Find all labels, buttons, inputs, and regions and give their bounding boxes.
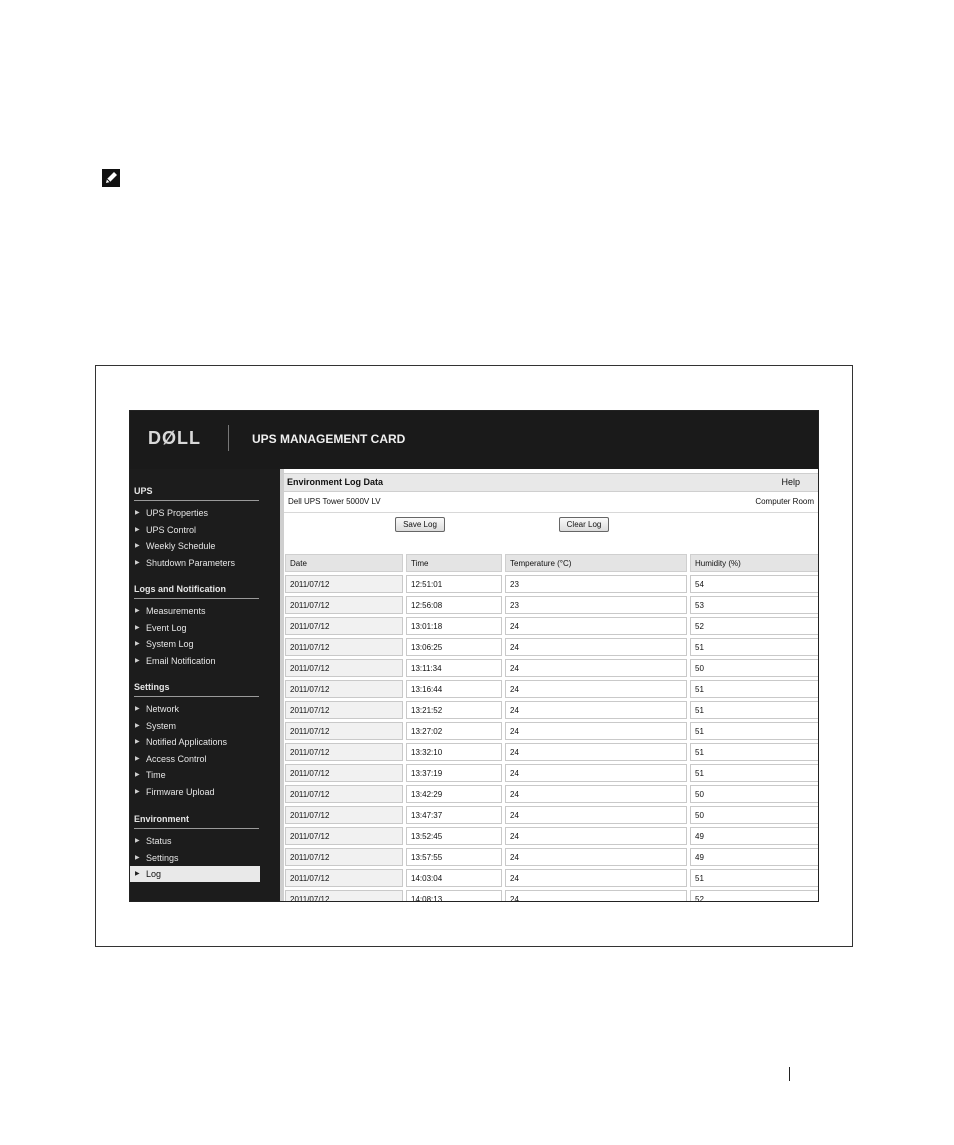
sidebar-item-logs-and-notification-event-log[interactable] [130,620,260,636]
table-row [285,784,819,805]
triangle-right-icon: ▶ [135,854,140,861]
table-cell: 2011/07/12 [285,869,403,887]
triangle-right-icon: ▶ [135,706,140,712]
table-cell: 51 [690,680,819,698]
table-row [285,721,819,742]
table-cell: 2011/07/12 [285,659,403,677]
sidebar-item-label: Settings [146,852,179,863]
header-banner [130,411,818,469]
table-cell: 13:27:02 [406,722,502,740]
triangle-right-icon: ▶ [135,624,140,631]
table-cell: 51 [690,701,819,719]
table-cell: 13:01:18 [406,617,502,635]
table-row [285,847,819,868]
table-cell: 23 [505,575,687,593]
table-cell: 2011/07/12 [285,701,403,719]
triangle-right-icon: ▶ [135,510,140,516]
table-cell: 24 [505,785,687,803]
triangle-right-icon: ▶ [135,543,140,550]
sidebar-item-label: System [146,720,177,731]
table-cell: 2011/07/12 [285,848,403,866]
column-header: Date [285,554,403,572]
sidebar-item-label: Log [146,869,162,880]
triangle-right-icon: ▶ [135,789,140,795]
sidebar-item-label: Email Notification [146,655,216,666]
triangle-right-icon: ▶ [135,559,140,566]
sidebar-item-label: Network [146,704,180,714]
table-cell: 50 [690,659,819,677]
table-cell: 52 [690,890,819,902]
table-cell: 24 [505,848,687,866]
table-row [285,868,819,889]
main-panel [280,469,818,901]
sidebar-heading-environment: Environment [134,814,190,824]
sidebar-item-settings-time[interactable] [130,767,260,783]
table-cell: 2011/07/12 [285,596,403,614]
table-cell: 13:52:45 [406,827,502,845]
save-log-button[interactable]: Save Log [395,517,445,532]
sidebar-heading-ups: UPS [134,486,153,496]
table-cell: 2011/07/12 [285,827,403,845]
sidebar-item-logs-and-notification-system-log[interactable] [130,636,260,652]
table-cell: 2011/07/12 [285,890,403,902]
table-cell: 13:57:55 [406,848,502,866]
triangle-right-icon: ▶ [135,722,140,729]
sidebar-item-settings-network[interactable] [130,701,260,717]
table-cell: 49 [690,848,819,866]
table-cell: 52 [690,617,819,635]
table-cell: 2011/07/12 [285,764,403,782]
sidebar-item-environment-status[interactable] [130,833,260,849]
device-info-row [284,492,818,513]
table-cell: 2011/07/12 [285,638,403,656]
triangle-right-icon: ▶ [135,641,140,648]
app-title: UPS MANAGEMENT CARD [252,432,406,446]
sidebar-item-label: UPS Properties [146,508,209,518]
table-cell: 13:47:37 [406,806,502,824]
table-cell: 12:51:01 [406,575,502,593]
table-cell: 50 [690,806,819,824]
table-row [285,616,819,637]
table-cell: 24 [505,743,687,761]
sidebar-item-label: Access Control [146,753,207,764]
triangle-right-icon: ▶ [135,838,140,844]
sidebar-item-logs-and-notification-email-notification[interactable] [130,653,260,669]
table-cell: 24 [505,680,687,698]
triangle-right-icon: ▶ [135,772,140,779]
pencil-note-icon [101,168,121,188]
table-cell: 2011/07/12 [285,575,403,593]
table-cell: 49 [690,827,819,845]
table-cell: 24 [505,764,687,782]
table-row [285,574,819,595]
sidebar-rule [134,598,259,599]
sidebar-nav [130,469,280,901]
sidebar-item-environment-settings[interactable] [130,850,260,866]
table-cell: 23 [505,596,687,614]
table-row [285,742,819,763]
table-row [285,595,819,616]
triangle-right-icon: ▶ [135,871,140,878]
table-cell: 24 [505,869,687,887]
sidebar-rule [134,696,259,697]
table-cell: 24 [505,890,687,902]
table-cell: 54 [690,575,819,593]
table-cell: 2011/07/12 [285,806,403,824]
table-header-row [285,553,819,574]
table-row [285,679,819,700]
table-cell: 51 [690,638,819,656]
sidebar-item-settings-notified-applications[interactable] [130,734,260,750]
table-cell: 13:42:29 [406,785,502,803]
sidebar-item-label: Time [146,770,166,781]
sidebar-rule [134,828,259,829]
sidebar-heading-logs-and-notification: Logs and Notification [134,584,226,594]
triangle-right-icon: ▶ [135,755,140,762]
sidebar-item-label: Firmware Upload [146,787,215,797]
table-cell: 50 [690,785,819,803]
table-cell: 24 [505,638,687,656]
dell-logo[interactable]: DØLL [148,428,201,448]
table-cell: 53 [690,596,819,614]
table-row [285,763,819,784]
table-row [285,889,819,902]
sidebar-item-ups-shutdown-parameters[interactable] [130,555,260,571]
triangle-right-icon: ▶ [135,739,140,746]
table-cell: 13:32:10 [406,743,502,761]
table-cell: 14:08:13 [406,890,502,902]
sidebar-item-environment-log[interactable] [130,866,260,882]
sidebar-item-settings-access-control[interactable] [130,751,260,767]
triangle-right-icon: ▶ [135,657,140,664]
table-cell: 13:16:44 [406,680,502,698]
table-cell: 2011/07/12 [285,743,403,761]
sidebar-item-label: Event Log [146,622,187,633]
page-footer-rule [789,1067,790,1081]
table-cell: 51 [690,869,819,887]
table-cell: 24 [505,827,687,845]
sidebar-item-label: Status [146,836,172,846]
table-cell: 2011/07/12 [285,785,403,803]
sidebar-item-ups-weekly-schedule[interactable] [130,538,260,554]
sidebar-item-label: UPS Control [146,524,197,535]
sidebar-heading-settings: Settings [134,682,170,692]
table-cell: 24 [505,701,687,719]
sidebar-item-label: Shutdown Parameters [146,557,236,568]
table-row [285,658,819,679]
sidebar-item-ups-ups-properties[interactable] [130,505,260,521]
sidebar-item-settings-firmware-upload[interactable] [130,784,260,800]
table-cell: 24 [505,806,687,824]
panel-title: Environment Log Data [287,477,384,487]
table-cell: 2011/07/12 [285,680,403,698]
ups-web-screenshot [129,410,819,902]
column-header: Time [406,554,502,572]
table-cell: 51 [690,722,819,740]
table-cell: 13:11:34 [406,659,502,677]
clear-log-button[interactable]: Clear Log [559,517,609,532]
column-header: Humidity (%) [690,554,819,572]
sidebar-item-label: Weekly Schedule [146,541,216,552]
sidebar-rule [134,500,259,501]
table-cell: 2011/07/12 [285,722,403,740]
table-cell: 13:21:52 [406,701,502,719]
table-cell: 14:03:04 [406,869,502,887]
help-link[interactable]: Help [781,477,800,487]
table-cell: 12:56:08 [406,596,502,614]
table-cell: 13:37:19 [406,764,502,782]
sidebar-item-label: Measurements [146,606,206,616]
panel-header [284,473,818,492]
device-location: Computer Room [755,497,814,506]
table-cell: 24 [505,659,687,677]
sidebar-item-label: System Log [146,639,194,650]
table-row [285,700,819,721]
table-cell: 51 [690,743,819,761]
environment-log-table [285,553,819,902]
table-cell: 2011/07/12 [285,617,403,635]
triangle-right-icon: ▶ [135,608,140,614]
sidebar-item-ups-ups-control[interactable] [130,522,260,538]
table-cell: 13:06:25 [406,638,502,656]
sidebar-item-settings-system[interactable] [130,718,260,734]
table-cell: 24 [505,617,687,635]
device-name: Dell UPS Tower 5000V LV [288,497,381,506]
table-cell: 51 [690,764,819,782]
table-row [285,637,819,658]
table-row [285,826,819,847]
table-cell: 24 [505,722,687,740]
sidebar-item-logs-and-notification-measurements[interactable] [130,603,260,619]
triangle-right-icon: ▶ [135,526,140,533]
sidebar-item-label: Notified Applications [146,737,228,748]
banner-divider [228,425,229,451]
table-row [285,805,819,826]
column-header: Temperature (°C) [505,554,687,572]
